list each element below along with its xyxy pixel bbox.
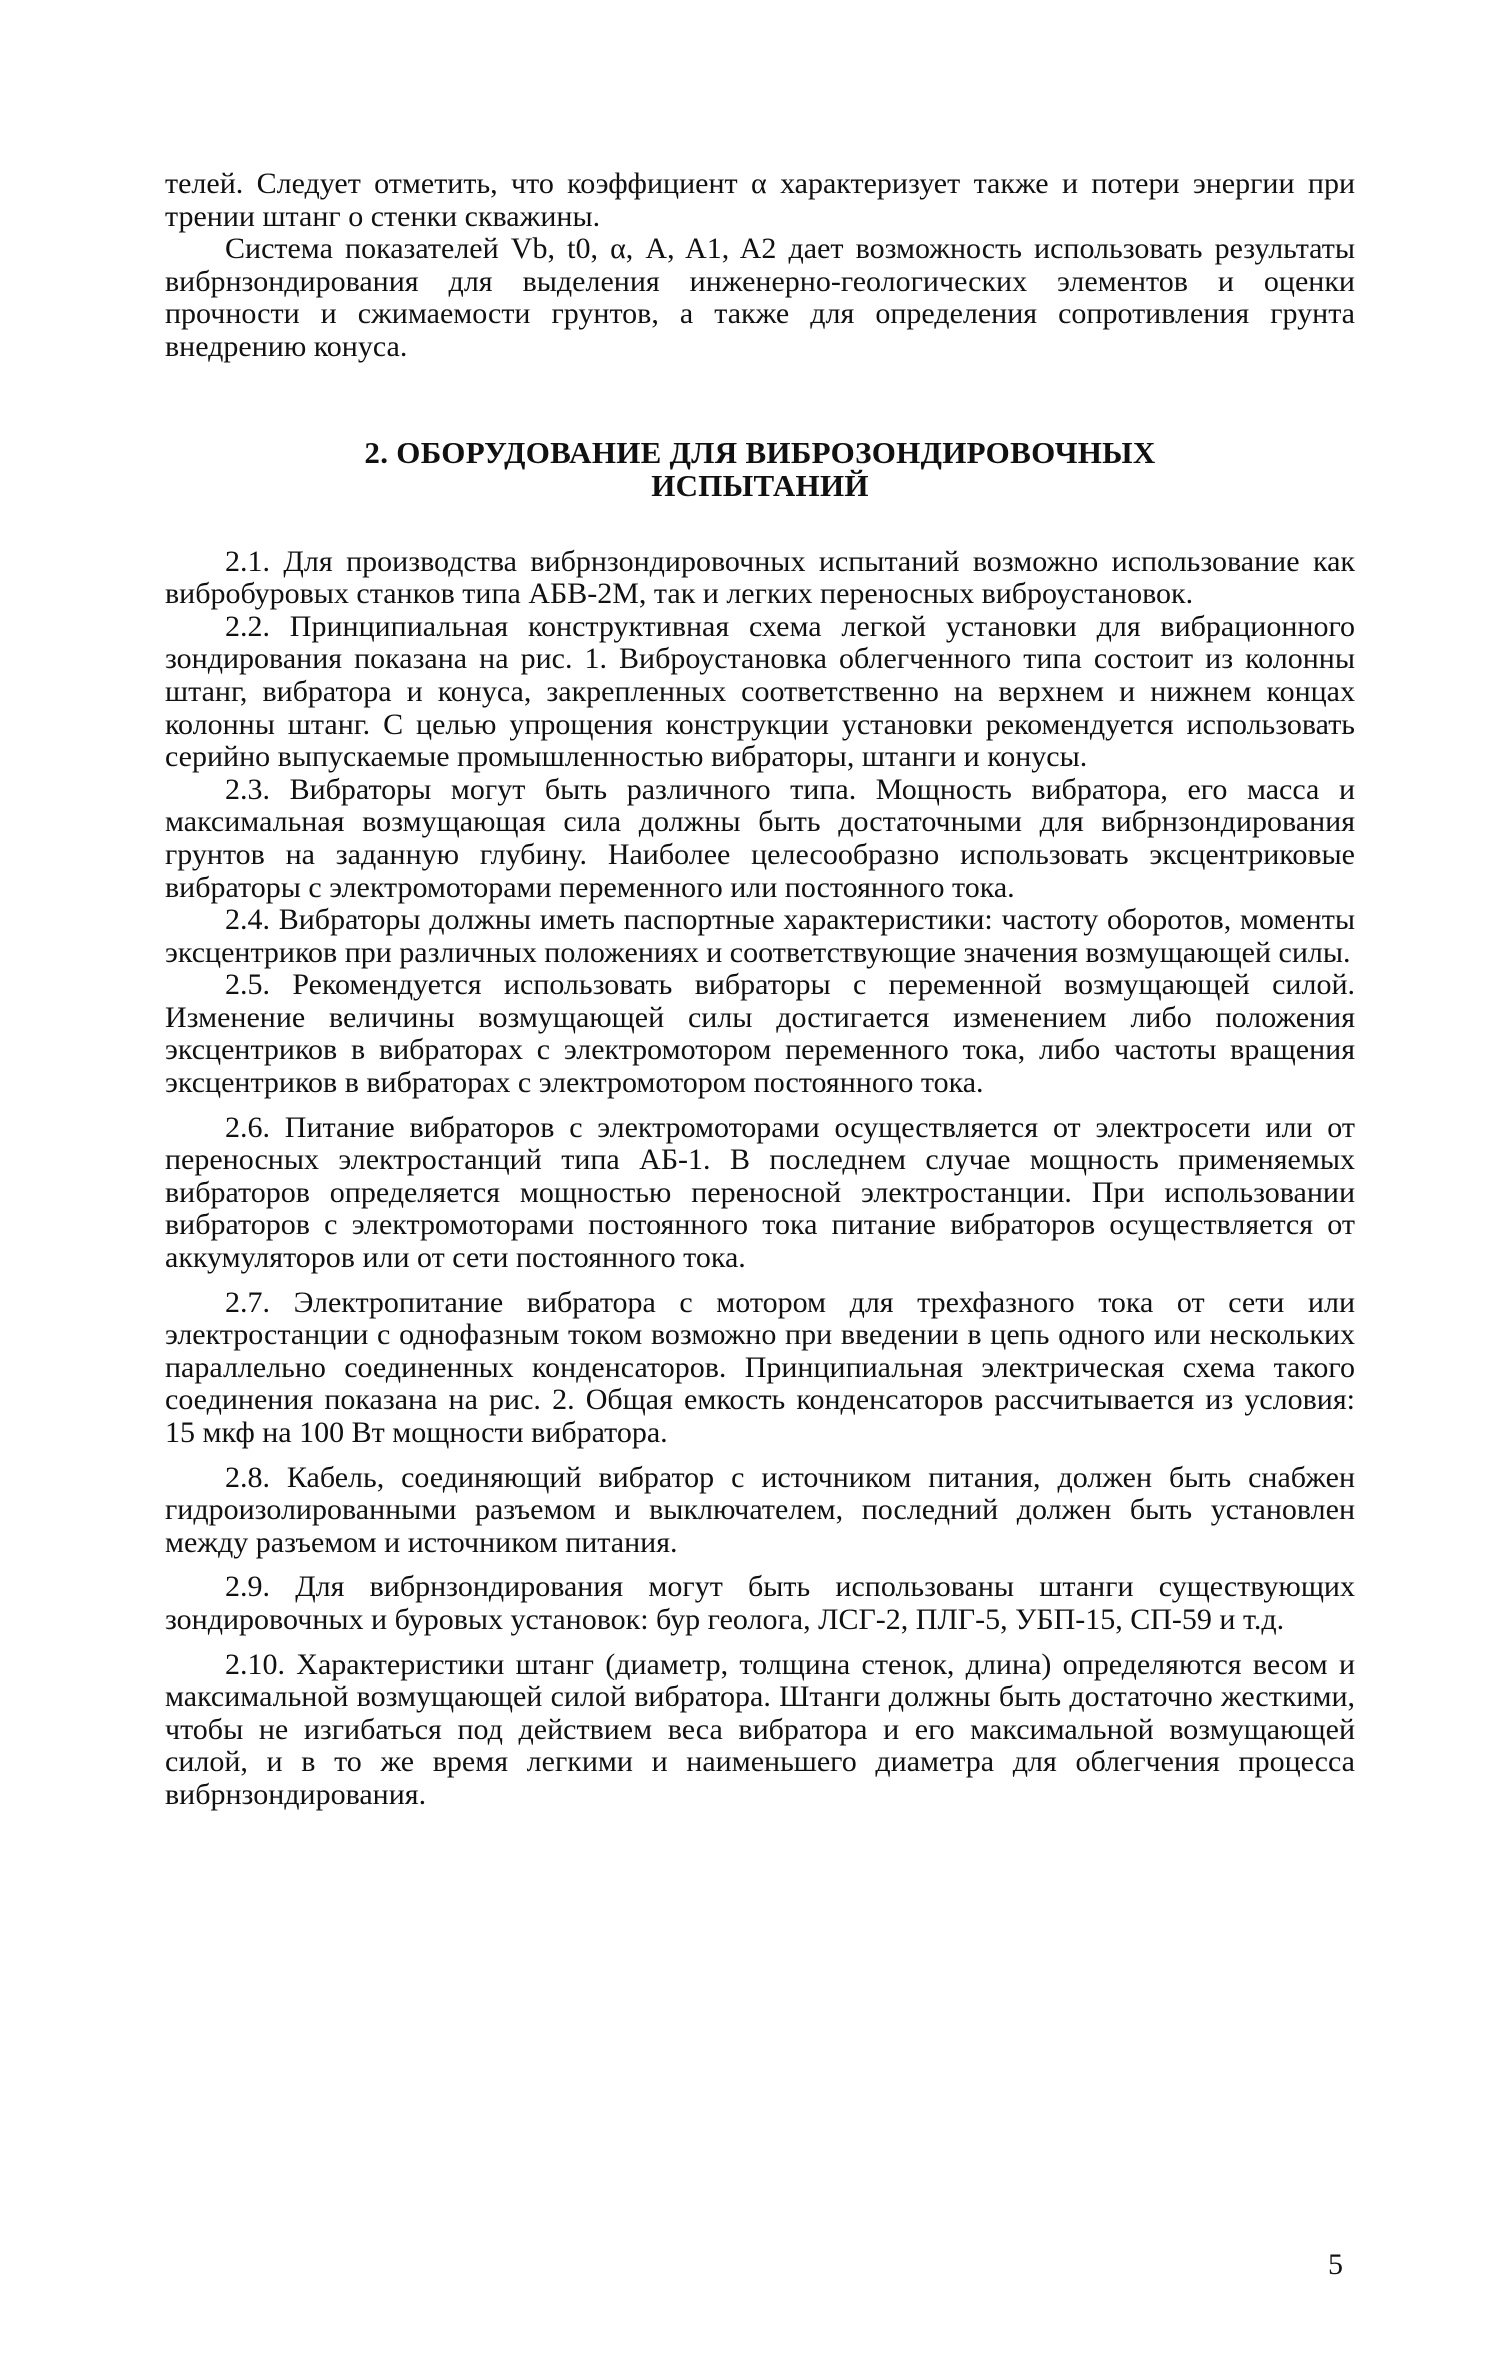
paragraph-2-5: 2.5. Рекомендуется использовать вибраторы с переменной возмущающей силой. Изменение величины возмущающей силы достигается изменением либо положения эксцентриков в вибраторах с электромотором переменного тока, либо частоты вращения эксцентриков в вибраторах с электромотором постоянного тока. bbox=[165, 968, 1355, 1100]
paragraph-2-9: 2.9. Для вибрнзондирования могут быть использованы штанги существующих зондировочных и буровых установок: бур геолога, ЛСГ-2, ПЛГ-5, УБП-15, СП-59 и т.д. bbox=[165, 1570, 1355, 1636]
section-heading-line-2: ИСПЫТАНИЙ bbox=[651, 467, 869, 503]
intro-paragraph-2: Система показателей Vb, t0, α, A, A1, A2 дает возможность использовать результаты вибрнзондирования для выделения инженерно-геологических элементов и оценки прочности и сжимаемости грунтов, а также для определения сопротивления грунта внедрению конуса. bbox=[165, 232, 1355, 363]
intro-paragraph-1: телей. Следует отметить, что коэффициент α характеризует также и потери энергии при трении штанг о стенки скважины. bbox=[165, 167, 1355, 233]
page-number: 5 bbox=[1328, 2248, 1343, 2281]
paragraph-2-3: 2.3. Вибраторы могут быть различного типа. Мощность вибратора, его масса и максимальная возмущающая сила должны быть достаточными для вибрнзондирования грунтов на заданную глубину. Наиболее целесообразно использовать эксцентриковые вибраторы с электромоторами переменного или постоянного тока. bbox=[165, 772, 1355, 904]
paragraph-2-2: 2.2. Принципиальная конструктивная схема легкой установки для вибрационного зондирования показана на рис. 1. Виброустановка облегченного типа состоит из колонны штанг, вибратора и конуса, закрепленных соответственно на верхнем и нижнем концах колонны штанг. С целью упрощения конструкции установки рекомендуется использовать серийно выпускаемые промышленностью вибраторы, штанги и конусы. bbox=[165, 609, 1355, 774]
paragraph-2-1: 2.1. Для производства вибрнзондировочных испытаний возможно использование как вибробуровых станков типа АБВ-2М, так и легких переносных виброустановок. bbox=[165, 544, 1355, 611]
section-heading-line-1: 2. ОБОРУДОВАНИЕ ДЛЯ ВИБРОЗОНДИРОВОЧНЫХ bbox=[364, 434, 1156, 470]
document-page bbox=[165, 168, 1355, 1812]
section-heading bbox=[165, 436, 1355, 502]
paragraph-2-8: 2.8. Кабель, соединяющий вибратор с источником питания, должен быть снабжен гидроизолированными разъемом и выключателем, последний должен быть установлен между разъемом и источником питания. bbox=[165, 1460, 1355, 1559]
paragraph-2-7: 2.7. Электропитание вибратора с мотором для трехфазного тока от сети или электростанции с однофазным током возможно при введении в цепь одного или нескольких параллельно соединенных конденсаторов. Принципиальная электрическая схема такого соединения показана на рис. 2. Общая емкость конденсаторов рассчитывается из условия: 15 мкф на 100 Вт мощности вибратора. bbox=[165, 1285, 1355, 1449]
paragraph-2-4: 2.4. Вибраторы должны иметь паспортные характеристики: частоту оборотов, моменты эксцентриков при различных положениях и соответствующие значения возмущающей силы. bbox=[165, 903, 1355, 969]
paragraph-2-6: 2.6. Питание вибраторов с электромоторами осуществляется от электросети или от переносных электростанций типа АБ-1. В последнем случае мощность применяемых вибраторов определяется мощностью переносной электростанции. При использовании вибраторов с электромоторами постоянного тока питание вибраторов осуществляется от аккумуляторов или от сети постоянного тока. bbox=[165, 1110, 1355, 1275]
paragraph-2-10: 2.10. Характеристики штанг (диаметр, толщина стенок, длина) определяются весом и максимальной возмущающей силой вибратора. Штанги должны быть достаточно жесткими, чтобы не изгибаться под действием веса вибратора и его максимальной возмущающей силой, и в то же время легкими и наименьшего диаметра для облегчения процесса вибрнзондирования. bbox=[165, 1647, 1355, 1811]
